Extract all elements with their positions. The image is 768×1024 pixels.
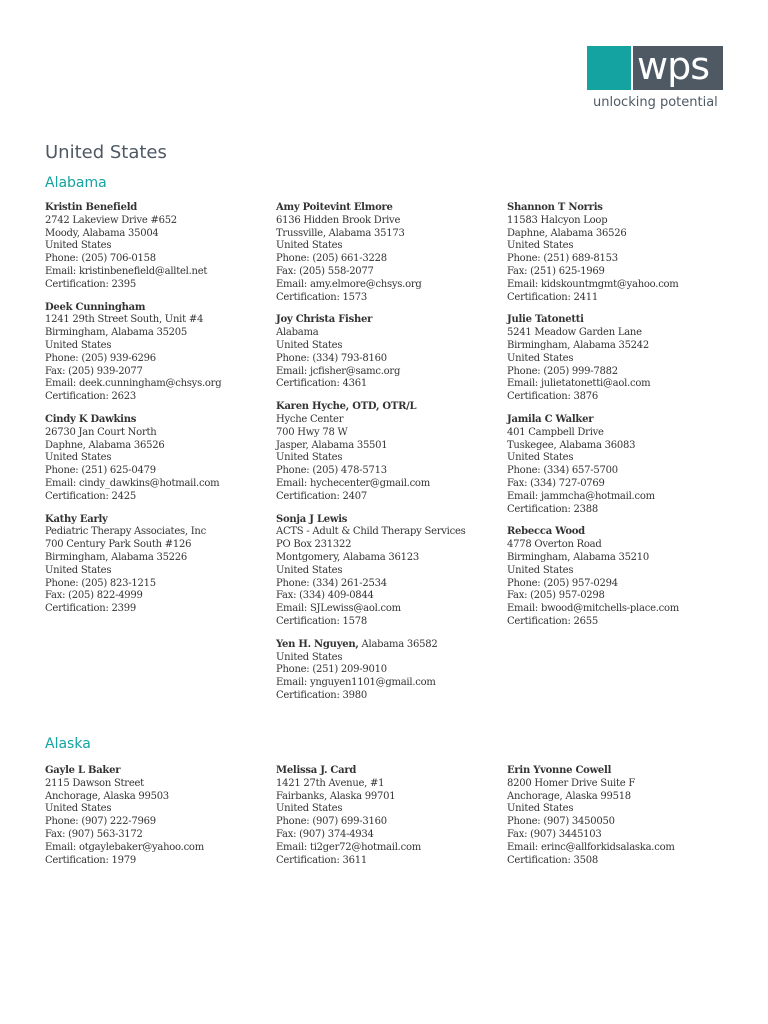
- provider-name: Deek Cunningham: [45, 301, 146, 313]
- provider-fax: Fax: (205) 558-2077: [276, 265, 374, 277]
- provider-fax: Fax: (205) 939-2077: [45, 365, 143, 377]
- provider-phone: Phone: (907) 699-3160: [276, 816, 387, 828]
- provider-entry: [45, 202, 273, 292]
- provider-email: Email: amy.elmore@chsys.org: [276, 278, 422, 290]
- provider-phone: Phone: (334) 261-2534: [276, 577, 387, 589]
- provider-certification: Certification: 2425: [45, 490, 136, 502]
- provider-detail-line: United States: [276, 651, 343, 663]
- provider-entry: [507, 314, 735, 404]
- provider-entry: [507, 202, 735, 304]
- provider-certification: Certification: 4361: [276, 378, 367, 390]
- provider-entry: [45, 414, 273, 504]
- provider-detail-line: 401 Campbell Drive: [507, 426, 604, 438]
- provider-detail-line: Daphne, Alabama 36526: [507, 227, 627, 239]
- provider-entry: [276, 514, 504, 629]
- provider-certification: Certification: 2399: [45, 603, 136, 615]
- provider-name: Jamila C Walker: [507, 413, 594, 425]
- provider-phone: Phone: (251) 689-8153: [507, 253, 618, 265]
- provider-detail-line: 11583 Halcyon Loop: [507, 214, 608, 226]
- provider-fax: Fax: (907) 374-4934: [276, 828, 374, 840]
- provider-entry: [276, 314, 504, 391]
- provider-name: Amy Poitevint Elmore: [276, 202, 393, 213]
- provider-phone: Phone: (205) 478-5713: [276, 465, 387, 477]
- provider-email: Email: deek.cunningham@chsys.org: [45, 378, 222, 390]
- provider-detail-line: 1241 29th Street South, Unit #4: [45, 314, 204, 326]
- provider-email: Email: julietatonetti@aol.com: [507, 378, 651, 390]
- wps-logo: [587, 46, 723, 90]
- provider-certification: Certification: 2411: [507, 291, 598, 303]
- provider-detail-line: United States: [45, 339, 112, 351]
- provider-entry: [507, 414, 735, 516]
- provider-certification: Certification: 2623: [45, 391, 136, 403]
- provider-entry: [507, 526, 735, 628]
- provider-phone: Phone: (205) 957-0294: [507, 577, 618, 589]
- provider-entry: [276, 765, 504, 867]
- provider-detail-line: United States: [45, 803, 112, 815]
- provider-certification: Certification: 2395: [45, 278, 136, 290]
- provider-detail-line: United States: [507, 352, 574, 364]
- state-heading-alaska: Alaska: [45, 736, 91, 752]
- provider-entry: [45, 765, 273, 867]
- provider-name: Gayle L Baker: [45, 765, 121, 776]
- provider-email: Email: otgaylebaker@yahoo.com: [45, 841, 204, 853]
- provider-email: Email: erinc@allforkidsalaska.com: [507, 841, 675, 853]
- provider-detail-line: Hyche Center: [276, 413, 344, 425]
- provider-name: Kathy Early: [45, 513, 108, 525]
- provider-detail-line: United States: [45, 564, 112, 576]
- provider-fax: Fax: (907) 563-3172: [45, 828, 143, 840]
- provider-detail-line: Tuskegee, Alabama 36083: [507, 439, 636, 451]
- provider-detail-line: PO Box 231322: [276, 539, 352, 551]
- provider-name: Cindy K Dawkins: [45, 413, 137, 425]
- provider-detail-line: United States: [45, 240, 112, 252]
- provider-name: Shannon T Norris: [507, 202, 603, 213]
- provider-detail-line: Anchorage, Alaska 99503: [45, 790, 169, 802]
- provider-detail-line: United States: [45, 452, 112, 464]
- provider-name: Joy Christa Fisher: [276, 314, 373, 326]
- provider-phone: Phone: (205) 706-0158: [45, 253, 156, 265]
- provider-certification: Certification: 3980: [276, 689, 367, 701]
- listing-column: [507, 765, 735, 877]
- provider-certification: Certification: 3611: [276, 854, 367, 866]
- provider-detail-line: 2742 Lakeview Drive #652: [45, 214, 177, 226]
- provider-detail-line: United States: [276, 803, 343, 815]
- provider-location-inline: Alabama 36582: [358, 638, 438, 650]
- provider-email: Email: SJLewiss@aol.com: [276, 603, 401, 615]
- provider-email: Email: hychecenter@gmail.com: [276, 477, 430, 489]
- provider-certification: Certification: 2655: [507, 615, 598, 627]
- provider-certification: Certification: 1578: [276, 615, 367, 627]
- provider-detail-line: 4778 Overton Road: [507, 539, 602, 551]
- provider-entry: [45, 514, 273, 616]
- provider-fax: Fax: (205) 957-0298: [507, 590, 605, 602]
- provider-certification: Certification: 1573: [276, 291, 367, 303]
- provider-phone: Phone: (907) 222-7969: [45, 816, 156, 828]
- logo-teal-square: [587, 46, 631, 90]
- logo-tagline: unlocking potential: [593, 95, 718, 110]
- provider-name: Yen H. Nguyen,: [276, 638, 359, 650]
- provider-detail-line: Alabama: [276, 327, 319, 339]
- provider-detail-line: United States: [507, 452, 574, 464]
- provider-certification: Certification: 2407: [276, 490, 367, 502]
- page-title: United States: [45, 142, 167, 163]
- provider-detail-line: United States: [507, 564, 574, 576]
- provider-name: Rebecca Wood: [507, 526, 585, 538]
- listing-column: [45, 765, 273, 877]
- provider-fax: Fax: (334) 727-0769: [507, 477, 605, 489]
- provider-detail-line: 1421 27th Avenue, #1: [276, 777, 385, 789]
- provider-email: Email: kidskountmgmt@yahoo.com: [507, 278, 679, 290]
- provider-entry: [276, 401, 504, 503]
- provider-email: Email: jcfisher@samc.org: [276, 365, 401, 377]
- provider-detail-line: Birmingham, Alabama 35210: [507, 551, 650, 563]
- provider-detail-line: United States: [276, 240, 343, 252]
- provider-phone: Phone: (205) 661-3228: [276, 253, 387, 265]
- provider-detail-line: 5241 Meadow Garden Lane: [507, 327, 642, 339]
- provider-detail-line: 8200 Homer Drive Suite F: [507, 777, 636, 789]
- logo-mark: wps: [637, 46, 709, 88]
- provider-detail-line: United States: [276, 452, 343, 464]
- provider-name: Julie Tatonetti: [507, 314, 584, 326]
- provider-phone: Phone: (205) 823-1215: [45, 577, 156, 589]
- provider-phone: Phone: (334) 793-8160: [276, 352, 387, 364]
- provider-phone: Phone: (251) 625-0479: [45, 465, 156, 477]
- provider-certification: Certification: 3508: [507, 854, 598, 866]
- provider-email: Email: jammcha@hotmail.com: [507, 490, 655, 502]
- provider-name: Melissa J. Card: [276, 765, 357, 776]
- provider-fax: Fax: (334) 409-0844: [276, 590, 374, 602]
- provider-detail-line: Birmingham, Alabama 35205: [45, 327, 188, 339]
- provider-detail-line: Anchorage, Alaska 99518: [507, 790, 631, 802]
- provider-phone: Phone: (251) 209-9010: [276, 664, 387, 676]
- provider-entry: [276, 202, 504, 304]
- provider-name: Sonja J Lewis: [276, 513, 348, 525]
- provider-detail-line: Moody, Alabama 35004: [45, 227, 159, 239]
- provider-fax: Fax: (907) 3445103: [507, 828, 602, 840]
- provider-detail-line: Trussville, Alabama 35173: [276, 227, 405, 239]
- provider-entry: [276, 639, 504, 703]
- provider-certification: Certification: 2388: [507, 503, 598, 515]
- provider-detail-line: United States: [507, 803, 574, 815]
- provider-entry: [507, 765, 735, 867]
- provider-detail-line: Fairbanks, Alaska 99701: [276, 790, 396, 802]
- provider-detail-line: 700 Hwy 78 W: [276, 426, 348, 438]
- logo-gray-block: [633, 46, 723, 90]
- provider-name: Karen Hyche, OTD, OTR/L: [276, 401, 417, 413]
- provider-certification: Certification: 1979: [45, 854, 136, 866]
- provider-detail-line: Pediatric Therapy Associates, Inc: [45, 526, 206, 538]
- provider-detail-line: 6136 Hidden Brook Drive: [276, 214, 401, 226]
- provider-email: Email: ti2ger72@hotmail.com: [276, 841, 421, 853]
- provider-phone: Phone: (205) 999-7882: [507, 365, 618, 377]
- state-heading-alabama: Alabama: [45, 175, 107, 191]
- listing-column: [276, 765, 504, 877]
- provider-email: Email: kristinbenefield@alltel.net: [45, 265, 208, 277]
- listing-column: [276, 202, 504, 713]
- provider-phone: Phone: (334) 657-5700: [507, 465, 618, 477]
- provider-email: Email: ynguyen1101@gmail.com: [276, 677, 436, 689]
- provider-entry: [45, 302, 273, 404]
- provider-fax: Fax: (251) 625-1969: [507, 265, 605, 277]
- provider-detail-line: 26730 Jan Court North: [45, 426, 157, 438]
- provider-detail-line: Montgomery, Alabama 36123: [276, 551, 419, 563]
- provider-phone: Phone: (907) 3450050: [507, 816, 615, 828]
- provider-detail-line: United States: [276, 339, 343, 351]
- listing-column: [507, 202, 735, 639]
- provider-phone: Phone: (205) 939-6296: [45, 352, 156, 364]
- provider-email: Email: bwood@mitchells-place.com: [507, 603, 680, 615]
- provider-detail-line: Birmingham, Alabama 35226: [45, 551, 188, 563]
- provider-detail-line: ACTS - Adult & Child Therapy Services: [276, 526, 466, 538]
- provider-email: Email: cindy_dawkins@hotmail.com: [45, 477, 220, 489]
- provider-detail-line: Birmingham, Alabama 35242: [507, 339, 650, 351]
- provider-name: Erin Yvonne Cowell: [507, 765, 612, 776]
- provider-detail-line: United States: [507, 240, 574, 252]
- provider-certification: Certification: 3876: [507, 391, 598, 403]
- listing-column: [45, 202, 273, 626]
- provider-detail-line: 700 Century Park South #126: [45, 539, 192, 551]
- provider-detail-line: 2115 Dawson Street: [45, 777, 144, 789]
- provider-detail-line: Daphne, Alabama 36526: [45, 439, 165, 451]
- provider-name: Kristin Benefield: [45, 202, 138, 213]
- provider-detail-line: United States: [276, 564, 343, 576]
- provider-detail-line: Jasper, Alabama 35501: [276, 439, 388, 451]
- provider-fax: Fax: (205) 822-4999: [45, 590, 143, 602]
